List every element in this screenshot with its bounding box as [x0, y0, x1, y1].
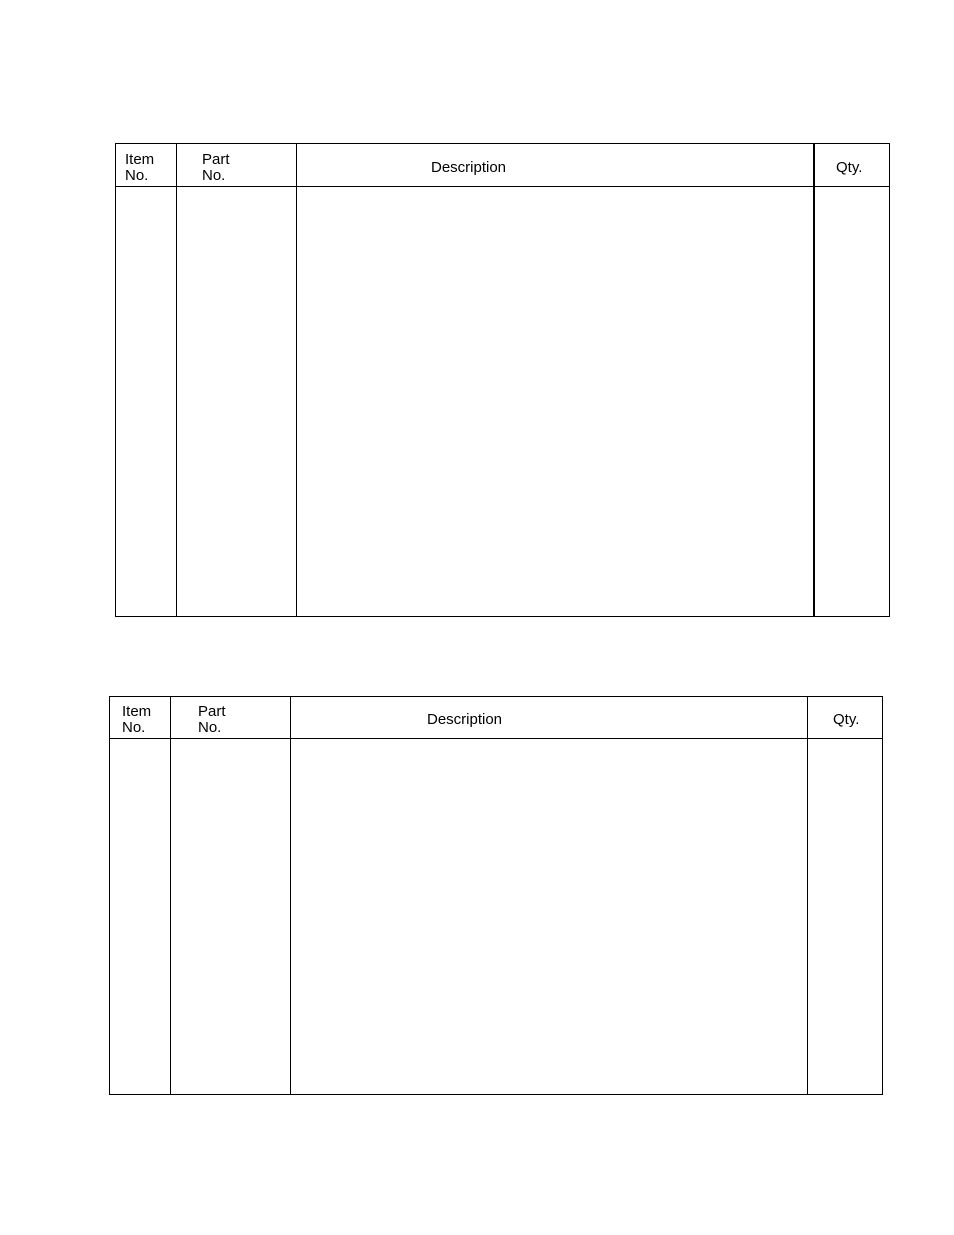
- column-divider-part: [296, 144, 297, 616]
- header-description: Description: [427, 711, 503, 728]
- column-divider-item: [170, 697, 171, 1094]
- header-part-line2: No.: [198, 719, 222, 736]
- column-divider-description: [813, 144, 815, 616]
- header-item-line2: No.: [125, 167, 149, 184]
- header-part-line1: Part: [198, 703, 226, 720]
- column-divider-description: [807, 697, 808, 1094]
- column-divider-item: [176, 144, 177, 616]
- header-item-no: [122, 704, 151, 736]
- header-part-line2: No.: [202, 167, 226, 184]
- header-item-line1: Item: [122, 703, 152, 720]
- header-qty: Qty.: [836, 159, 863, 176]
- header-description: Description: [431, 159, 507, 176]
- parts-table-2: [109, 696, 883, 1095]
- header-item-line2: No.: [122, 719, 146, 736]
- header-part-no: [198, 704, 226, 736]
- header-divider: [116, 186, 889, 187]
- header-divider: [110, 738, 882, 739]
- header-qty: Qty.: [833, 711, 860, 728]
- header-part-no: [202, 152, 230, 184]
- header-item-no: [125, 152, 154, 184]
- header-part-line1: Part: [202, 151, 230, 168]
- parts-table-1: [115, 143, 890, 617]
- header-item-line1: Item: [125, 151, 155, 168]
- column-divider-part: [290, 697, 291, 1094]
